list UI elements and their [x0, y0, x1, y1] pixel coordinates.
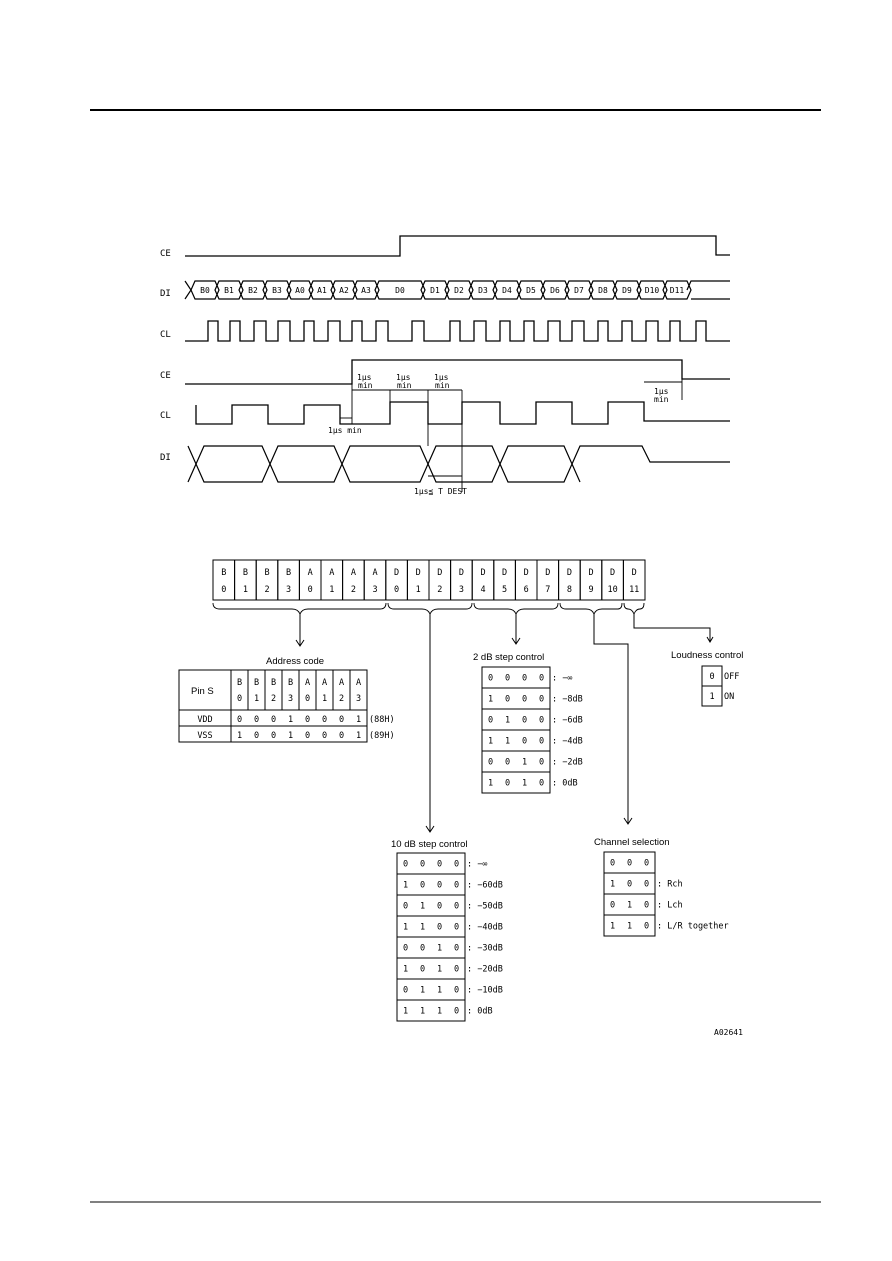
word-cell-letter: D [394, 568, 400, 578]
loudness-bit: 0 [709, 672, 715, 682]
word-cell-index: 5 [502, 585, 508, 595]
word-cell-letter: D [566, 568, 572, 578]
step2-bit: 0 [504, 778, 511, 789]
channel-table [604, 852, 729, 936]
channel-value: : L/R together [657, 921, 729, 932]
t2-note-dest: 1μs≦ T DEST [414, 487, 467, 496]
step10-bit: 0 [436, 859, 443, 870]
step10-bit: 0 [453, 985, 460, 996]
step10-value: : −30dB [467, 943, 503, 954]
word-cell-letter: D [458, 568, 464, 578]
word-cell-index: 3 [372, 585, 378, 595]
step10-bit: 1 [436, 985, 443, 996]
channel-bit: 1 [609, 879, 616, 890]
t2-annotations [340, 360, 682, 492]
address-bit: 1 [236, 731, 243, 741]
word-cell-index: 9 [588, 585, 594, 595]
serial-word [213, 560, 645, 600]
step2-value: : 0dB [552, 778, 578, 789]
channel-title: Channel selection [594, 837, 670, 848]
address-row-label: VDD [197, 715, 213, 725]
address-table [179, 670, 395, 742]
word-cell-letter: D [502, 568, 508, 578]
word-cell-letter: A [350, 568, 356, 578]
t2-note-1b: min [358, 381, 373, 390]
step10-value: : −∞ [467, 859, 488, 870]
word-cell-letter: D [588, 568, 594, 578]
step2-bit: 1 [487, 694, 494, 705]
step2-bit: 0 [521, 715, 528, 726]
step10-bit: 1 [402, 964, 409, 975]
address-header: B [253, 678, 260, 688]
word-cell-index: 1 [329, 585, 335, 595]
word-cell-index: 7 [545, 585, 551, 595]
step10-value: : −50dB [467, 901, 503, 912]
address-header: A [321, 678, 328, 688]
step2-value: : −4dB [552, 736, 583, 747]
word-cell-letter: A [329, 568, 335, 578]
step2-bit: 1 [521, 778, 528, 789]
step10-value: : −10dB [467, 985, 503, 996]
t2-note-4b: min [654, 395, 669, 404]
step10-bit: 0 [402, 901, 409, 912]
di-bit-label: B0 [200, 286, 210, 295]
step10-bit: 0 [402, 985, 409, 996]
step10-bit: 1 [436, 1006, 443, 1017]
di-bit-label: B3 [272, 286, 282, 295]
t1-cl-waveform [185, 321, 730, 341]
t2-note-3a: 1μs [434, 373, 449, 382]
step10-bit: 1 [402, 880, 409, 891]
address-header-index: 1 [253, 694, 260, 704]
t2-note-cl: 1μs min [328, 426, 362, 435]
di-bit-label: D8 [598, 286, 608, 295]
t1-ce-label: CE [160, 249, 171, 259]
di-bit-label: D0 [395, 286, 405, 295]
step2-bit: 1 [487, 736, 494, 747]
word-cell-letter: B [286, 568, 292, 578]
address-bit: 1 [355, 731, 362, 741]
word-cell-letter: D [610, 568, 616, 578]
word-cell-index: 8 [566, 585, 572, 595]
loudness-bit: 1 [709, 692, 715, 702]
step10-bit: 1 [419, 901, 426, 912]
channel-bit: 0 [609, 858, 616, 869]
address-title: Address code [266, 656, 325, 667]
step2-bit: 1 [521, 757, 528, 768]
t2-note-2b: min [397, 381, 412, 390]
address-bit: 1 [287, 731, 294, 741]
address-bit: 0 [253, 731, 260, 741]
step10-bit: 1 [436, 943, 443, 954]
word-cell-index: 1 [242, 585, 248, 595]
channel-bit: 0 [643, 900, 650, 911]
address-bit: 0 [270, 715, 277, 725]
channel-bit: 0 [643, 921, 650, 932]
step2-bit: 0 [521, 694, 528, 705]
loudness-value: ON [724, 692, 735, 702]
di-bit-label: D3 [478, 286, 488, 295]
step2-value: : −8dB [552, 694, 583, 705]
step2-bit: 1 [487, 778, 494, 789]
address-bit: 0 [304, 731, 311, 741]
step10-title: 10 dB step control [391, 839, 468, 850]
word-cell-letter: A [372, 568, 378, 578]
word-cell-letter: A [307, 568, 313, 578]
step10-value: : −40dB [467, 922, 503, 933]
step10-table [397, 853, 503, 1021]
step10-bit: 0 [453, 964, 460, 975]
step10-bit: 0 [419, 964, 426, 975]
word-cell-index: 10 [607, 585, 618, 595]
step2-bit: 0 [487, 757, 494, 768]
t1-di-label: DI [160, 289, 171, 299]
word-cell-letter: B [242, 568, 248, 578]
channel-bit: 0 [643, 858, 650, 869]
address-corner: Pin S [191, 686, 214, 697]
step2-value: : −∞ [552, 673, 573, 684]
step10-bit: 1 [419, 922, 426, 933]
t2-cl-waveform [196, 402, 730, 424]
step10-bit: 0 [453, 922, 460, 933]
di-bit-label: D5 [526, 286, 536, 295]
step2-bit: 0 [538, 778, 545, 789]
step2-bit: 1 [504, 736, 511, 747]
word-cell-letter: B [264, 568, 270, 578]
channel-bit: 0 [643, 879, 650, 890]
word-cell-index: 11 [629, 585, 640, 595]
word-cell-index: 2 [437, 585, 443, 595]
step10-bit: 0 [402, 859, 409, 870]
channel-bit: 0 [609, 900, 616, 911]
channel-bit: 0 [626, 879, 633, 890]
loudness-title: Loudness control [671, 650, 744, 661]
group-braces [213, 603, 644, 614]
word-cell-letter: D [480, 568, 486, 578]
address-header: B [236, 678, 243, 688]
word-cell-index: 0 [221, 585, 227, 595]
step2-bit: 0 [538, 673, 545, 684]
address-code: (88H) [369, 715, 395, 725]
step10-bit: 1 [419, 1006, 426, 1017]
step10-bit: 0 [453, 901, 460, 912]
di-bit-label: A3 [361, 286, 371, 295]
step2-bit: 0 [538, 757, 545, 768]
step10-bit: 0 [453, 880, 460, 891]
step10-bit: 0 [419, 880, 426, 891]
word-cell-letter: D [545, 568, 551, 578]
di-bit-label: D2 [454, 286, 464, 295]
step10-bit: 0 [436, 880, 443, 891]
address-bit: 0 [270, 731, 277, 741]
step10-bit: 1 [419, 985, 426, 996]
address-bit: 0 [304, 715, 311, 725]
channel-bit: 1 [626, 900, 633, 911]
di-bit-label: A1 [317, 286, 327, 295]
step2-bit: 0 [504, 757, 511, 768]
address-code: (89H) [369, 731, 395, 741]
channel-bit: 1 [626, 921, 633, 932]
di-bit-label: A2 [339, 286, 349, 295]
word-cell-letter: B [221, 568, 227, 578]
t1-di-bus [185, 281, 730, 299]
t2-di-bus [188, 446, 730, 482]
t2-di-label: DI [160, 453, 171, 463]
word-cell-index: 3 [286, 585, 292, 595]
address-bit: 0 [338, 731, 345, 741]
channel-bit: 1 [609, 921, 616, 932]
di-bit-label: B1 [224, 286, 234, 295]
word-cell-letter: D [631, 568, 637, 578]
step10-bit: 0 [453, 943, 460, 954]
step10-bit: 0 [402, 943, 409, 954]
di-bit-label: D10 [644, 286, 660, 295]
step2-table [482, 667, 583, 793]
word-cell-index: 0 [394, 585, 400, 595]
step10-bit: 0 [436, 922, 443, 933]
step10-bit: 1 [402, 1006, 409, 1017]
address-header-index: 0 [236, 694, 243, 704]
word-cell-letter: D [523, 568, 529, 578]
step10-value: : −20dB [467, 964, 503, 975]
step2-bit: 0 [487, 715, 494, 726]
address-header: A [304, 678, 311, 688]
address-bit: 0 [321, 731, 328, 741]
step2-bit: 0 [504, 694, 511, 705]
address-bit: 0 [321, 715, 328, 725]
t2-note-2a: 1μs [396, 373, 411, 382]
word-cell-index: 6 [523, 585, 529, 595]
loudness-value: OFF [724, 672, 740, 682]
t2-note-3b: min [435, 381, 450, 390]
di-bit-label: D4 [502, 286, 512, 295]
t2-cl-label: CL [160, 411, 171, 421]
step2-bit: 0 [538, 694, 545, 705]
t1-ce-waveform [185, 236, 730, 256]
address-bit: 0 [253, 715, 260, 725]
address-header: A [338, 678, 345, 688]
step10-bit: 0 [436, 901, 443, 912]
step2-bit: 0 [487, 673, 494, 684]
word-cell-index: 2 [264, 585, 270, 595]
step2-value: : −2dB [552, 757, 583, 768]
step10-value: : 0dB [467, 1006, 493, 1017]
loudness-table [702, 666, 739, 706]
address-header: B [287, 678, 294, 688]
address-header: A [355, 678, 362, 688]
figure-id: A02641 [714, 1028, 743, 1037]
step2-title: 2 dB step control [473, 652, 545, 663]
address-bit: 1 [287, 715, 294, 725]
step10-bit: 1 [402, 922, 409, 933]
word-cell-index: 3 [458, 585, 464, 595]
word-cell-index: 4 [480, 585, 486, 595]
word-cell-index: 1 [415, 585, 421, 595]
word-cell-letter: D [415, 568, 421, 578]
step2-bit: 0 [504, 673, 511, 684]
di-bit-label: B2 [248, 286, 258, 295]
address-bit: 0 [338, 715, 345, 725]
t2-note-4a: 1μs [654, 387, 669, 396]
address-header-index: 2 [270, 694, 277, 704]
step2-bit: 1 [504, 715, 511, 726]
di-bit-label: A0 [295, 286, 305, 295]
address-header-index: 3 [355, 694, 362, 704]
channel-value: : Lch [657, 900, 683, 911]
t2-ce-waveform [185, 360, 730, 384]
di-bit-label: D11 [669, 286, 685, 295]
step2-bit: 0 [538, 736, 545, 747]
address-bit: 1 [355, 715, 362, 725]
address-bit: 0 [236, 715, 243, 725]
step10-bit: 0 [419, 859, 426, 870]
address-header: B [270, 678, 277, 688]
di-bit-label: D9 [622, 286, 632, 295]
address-row-label: VSS [197, 731, 213, 741]
step2-bit: 0 [521, 673, 528, 684]
t2-note-1a: 1μs [357, 373, 372, 382]
di-bit-label: D1 [430, 286, 440, 295]
t1-cl-label: CL [160, 330, 171, 340]
address-header-index: 3 [287, 694, 294, 704]
channel-value: : Rch [657, 879, 683, 890]
di-bit-label: D6 [550, 286, 560, 295]
step10-value: : −60dB [467, 880, 503, 891]
step10-bit: 1 [436, 964, 443, 975]
t2-ce-label: CE [160, 371, 171, 381]
address-header-index: 0 [304, 694, 311, 704]
step10-bit: 0 [453, 859, 460, 870]
word-cell-index: 0 [307, 585, 313, 595]
channel-bit: 0 [626, 858, 633, 869]
word-cell-index: 2 [350, 585, 356, 595]
step2-value: : −6dB [552, 715, 583, 726]
address-header-index: 2 [338, 694, 345, 704]
address-header-index: 1 [321, 694, 328, 704]
step10-bit: 0 [453, 1006, 460, 1017]
step2-bit: 0 [538, 715, 545, 726]
step2-bit: 0 [521, 736, 528, 747]
di-bit-label: D7 [574, 286, 584, 295]
step10-bit: 0 [419, 943, 426, 954]
word-cell-letter: D [437, 568, 443, 578]
